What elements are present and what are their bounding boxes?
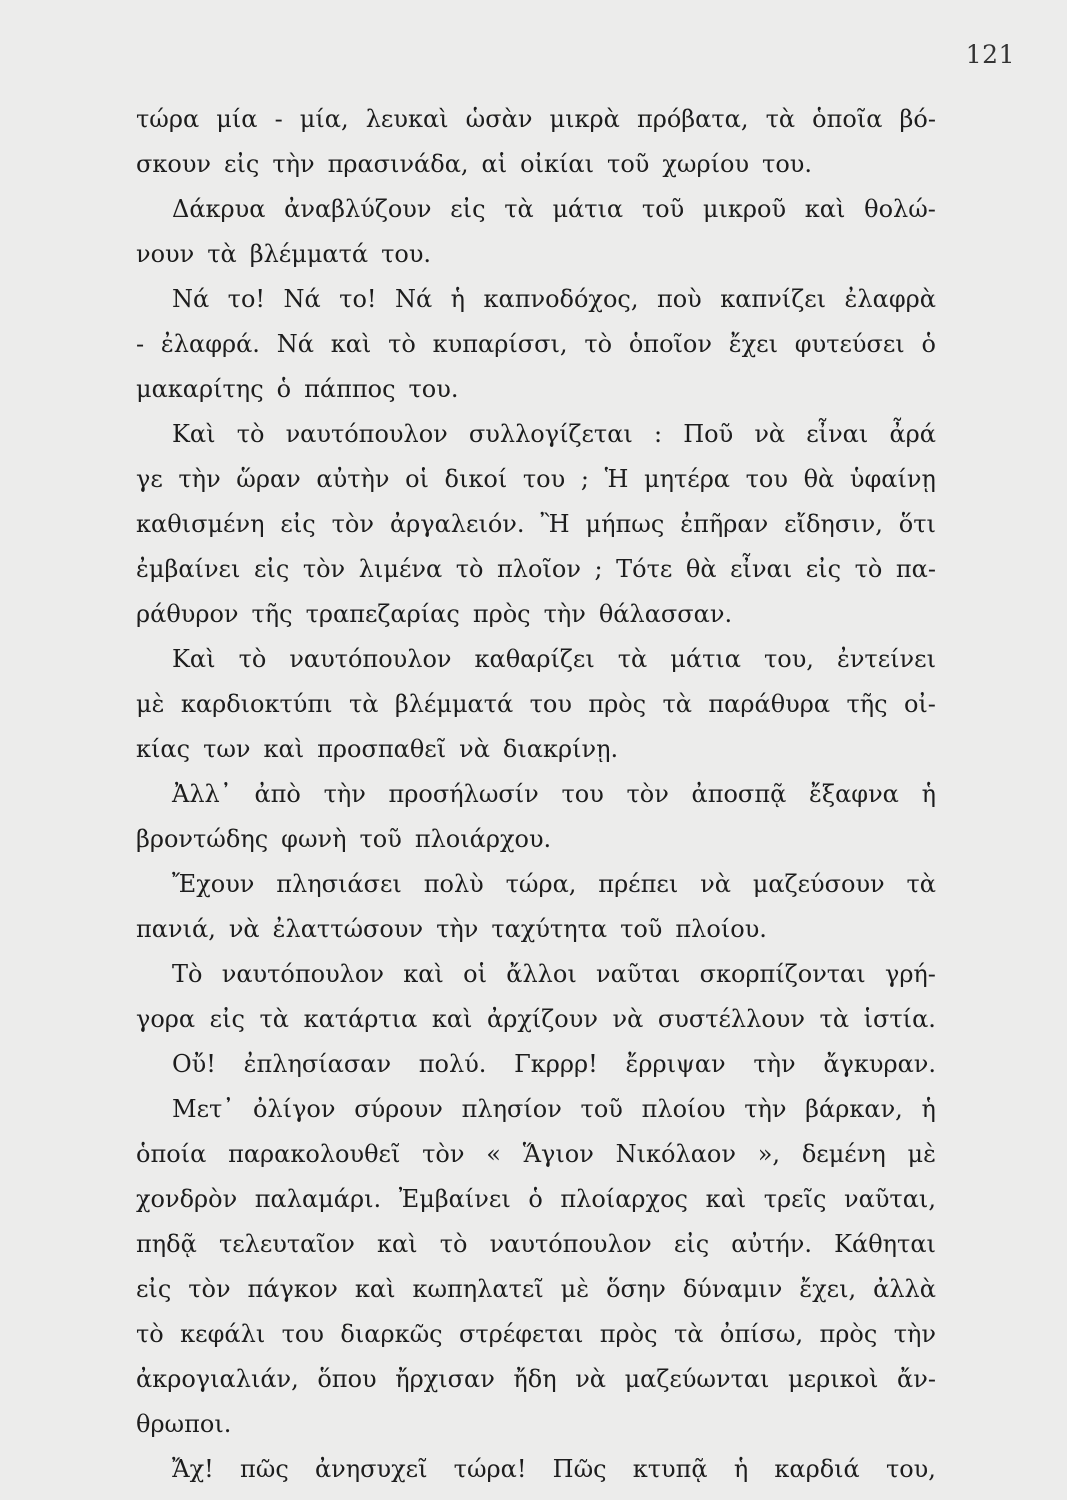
text-line: πανιά, νὰ ἐλαττώσουν τὴν ταχύτητα τοῦ πλοίου. [136, 914, 767, 943]
text-line: ράθυρον τῆς τραπεζαρίας πρὸς τὴν θάλασσαν. [136, 599, 733, 628]
text-line: γορα εἰς τὰ κατάρτια καὶ ἀρχίζουν νὰ συστέλλουν τὰ ἱστία. [136, 1004, 936, 1033]
text-line: νουν τὰ βλέμματά του. [136, 239, 432, 268]
text-line: τὸ κεφάλι του διαρκῶς στρέφεται πρὸς τὰ ὀπίσω, πρὸς τὴν [136, 1319, 936, 1348]
text-line: ἀκρογιαλιάν, ὅπου ἤρχισαν ἤδη νὰ μαζεύωνται μερικοὶ ἄν- [136, 1364, 936, 1393]
text-line: Ἀλλ᾽ ἀπὸ τὴν προσήλωσίν του τὸν ἀποσπᾷ ἔξαφνα ἡ [172, 779, 936, 808]
text-line: μακαρίτης ὁ πάππος του. [136, 374, 459, 403]
text-line: Μετ᾽ ὀλίγον σύρουν πλησίον τοῦ πλοίου τὴν βάρκαν, ἡ [172, 1094, 936, 1123]
text-line: Ἄχ! πῶς ἀνησυχεῖ τώρα! Πῶς κτυπᾷ ἡ καρδιά του, [172, 1454, 936, 1483]
text-line: γε τὴν ὥραν αὐτὴν οἱ δικοί του ; Ἡ μητέρα του θὰ ὑφαίνῃ [136, 464, 936, 493]
text-line: Νά το! Νά το! Νά ἡ καπνοδόχος, ποὺ καπνίζει ἐλαφρὰ [172, 284, 936, 313]
page-body [136, 96, 936, 1491]
text-line: Καὶ τὸ ναυτόπουλον συλλογίζεται : Ποῦ νὰ εἶναι ἆρά [172, 419, 936, 448]
text-line: ὁποία παρακολουθεῖ τὸν « Ἅγιον Νικόλαον », δεμένη μὲ [136, 1139, 936, 1168]
text-line: Οὔ! ἐπλησίασαν πολύ. Γκρρρ! ἔρριψαν τὴν ἄγκυραν. [172, 1049, 936, 1078]
text-line: χονδρὸν παλαμάρι. Ἐμβαίνει ὁ πλοίαρχος καὶ τρεῖς ναῦται, [136, 1184, 936, 1213]
text-line: πηδᾷ τελευταῖον καὶ τὸ ναυτόπουλον εἰς αὐτήν. Κάθηται [136, 1229, 936, 1258]
text-line: εἰς τὸν πάγκον καὶ κωπηλατεῖ μὲ ὅσην δύναμιν ἔχει, ἀλλὰ [136, 1274, 936, 1303]
text-line: μὲ καρδιοκτύπι τὰ βλέμματά του πρὸς τὰ παράθυρα τῆς οἰ- [136, 689, 936, 718]
text-line: - ἐλαφρά. Νά καὶ τὸ κυπαρίσσι, τὸ ὁποῖον ἔχει φυτεύσει ὁ [136, 329, 936, 358]
text-line: Δάκρυα ἀναβλύζουν εἰς τὰ μάτια τοῦ μικροῦ καὶ θολώ- [172, 194, 936, 223]
text-line: τώρα μία - μία, λευκαὶ ὡσὰν μικρὰ πρόβατα, τὰ ὁποῖα βό- [136, 104, 936, 133]
text-line: σκουν εἰς τὴν πρασινάδα, αἱ οἰκίαι τοῦ χωρίου του. [136, 149, 812, 178]
text-line: κίας των καὶ προσπαθεῖ νὰ διακρίνῃ. [136, 734, 619, 763]
text-line: θρωποι. [136, 1409, 232, 1438]
text-line: βροντώδης φωνὴ τοῦ πλοιάρχου. [136, 824, 552, 853]
page-number: 121 [965, 40, 1015, 69]
text-line: Ἔχουν πλησιάσει πολὺ τώρα, πρέπει νὰ μαζεύσουν τὰ [172, 869, 936, 898]
text-line: Καὶ τὸ ναυτόπουλον καθαρίζει τὰ μάτια του, ἐντείνει [172, 644, 936, 673]
text-line: ἐμβαίνει εἰς τὸν λιμένα τὸ πλοῖον ; Τότε θὰ εἶναι εἰς τὸ πα- [136, 554, 936, 583]
text-line: καθισμένη εἰς τὸν ἀργαλειόν. Ἢ μήπως ἐπῆραν εἴδησιν, ὅτι [136, 509, 936, 538]
text-line: Τὸ ναυτόπουλον καὶ οἱ ἄλλοι ναῦται σκορπίζονται γρή- [172, 959, 936, 988]
